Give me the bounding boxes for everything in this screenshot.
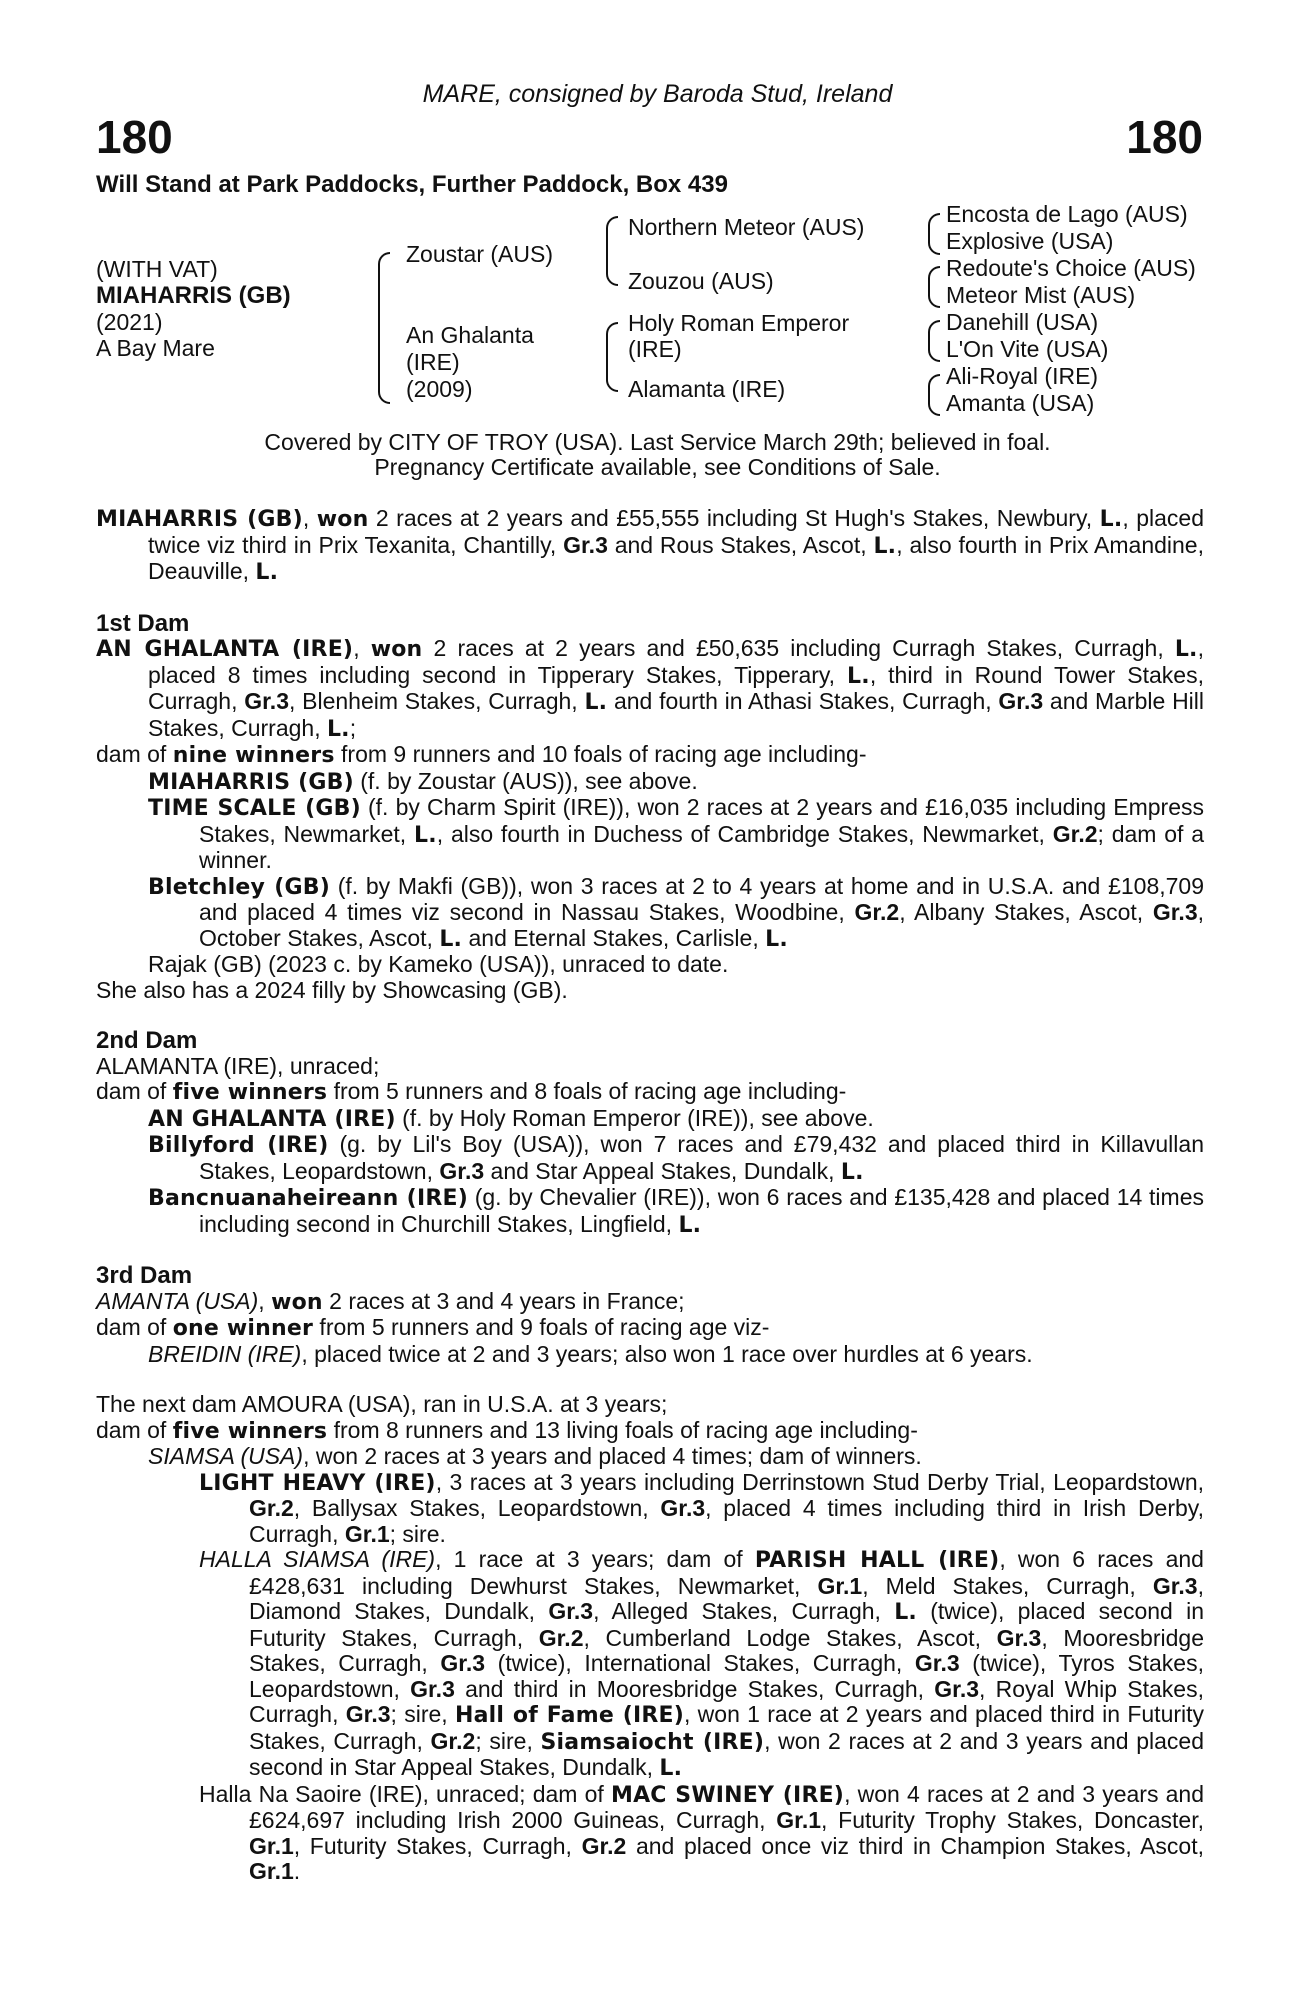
horse-summary: MIAHARRIS (GB), won 2 races at 2 years and £55,555 including St Hugh's Stakes, Newbury, L., placed twice viz third in Prix Texanita, Chantilly, Gr.3 and Rous Stakes, Ascot, L., also fourth in Prix Amandine, Deauville, L. — [96, 505, 1205, 585]
dam-sire-line1: Holy Roman Emperor — [628, 310, 850, 336]
produce-light-heavy: LIGHT HEAVY (IRE), 3 races at 3 years including Derrinstown Stud Derby Trial, Leopardstown, Gr.2, Ballysax Stakes, Leopardstown, Gr.3, placed 4 times including third in Irish Derby, Curragh, Gr.1; sire. — [199, 1468, 1204, 1547]
dam-line2: (IRE) — [406, 349, 460, 375]
horse-name: MIAHARRIS (GB) — [96, 282, 291, 309]
section-first-dam: 1st Dam — [96, 609, 190, 637]
second-dam-record: ALAMANTA (IRE), unraced; — [96, 1052, 380, 1079]
covered-notice — [0, 430, 1315, 480]
pedigree-brace-sire — [606, 216, 618, 286]
produce-bancnuanaheireann: Bancnuanaheireann (IRE) (g. by Chevalier (IRE)), won 6 races and £135,428 and placed 14 times including second in Churchill Stakes, Lingfield, L. — [148, 1184, 1204, 1238]
sire-sire: Northern Meteor (AUS) — [628, 214, 865, 240]
first-dam-produce-summary: dam of nine winners from 9 runners and 10 foals of racing age including- — [96, 741, 867, 768]
produce-breidin: BREIDIN (IRE), placed twice at 2 and 3 years; also won 1 race over hurdles at 6 years. — [148, 1340, 1033, 1367]
consignment-line: MARE, consigned by Baroda Stud, Ireland — [422, 80, 893, 108]
dam-line3: (2009) — [406, 376, 473, 402]
covered-line2: Pregnancy Certificate available, see Conditions of Sale. — [374, 454, 941, 480]
sire: Zoustar (AUS) — [406, 241, 553, 267]
sire-sire-dam: Explosive (USA) — [946, 228, 1114, 254]
horse-year: (2021) — [96, 309, 163, 335]
produce-halla-na-saoire: Halla Na Saoire (IRE), unraced; dam of MAC SWINEY (IRE), won 4 races at 2 and 3 years and £624,697 including Irish 2000 Guineas, Curragh, Gr.1, Futurity Trophy Stakes, Doncaster, Gr.1, Futurity Stakes, Curragh, Gr.2 and placed once viz third in Champion Stakes, Ascot, Gr.1. — [199, 1780, 1205, 1884]
dam-sire-dam: L'On Vite (USA) — [946, 336, 1109, 362]
produce-an-ghalanta: AN GHALANTA (IRE) (f. by Holy Roman Emperor (IRE)), see above. — [148, 1104, 874, 1132]
brace-g3 — [928, 320, 940, 362]
lot-number-left: 180 — [96, 111, 173, 163]
produce-siamsa: SIAMSA (USA), won 2 races at 3 years and placed 4 times; dam of winners. — [148, 1443, 922, 1469]
sire-dam-dam: Meteor Mist (AUS) — [946, 282, 1136, 308]
next-dam-produce-summary: dam of five winners from 8 runners and 13 living foals of racing age including- — [96, 1416, 918, 1444]
pedigree-brace-main — [378, 252, 390, 404]
sire-dam-sire: Redoute's Choice (AUS) — [946, 255, 1196, 281]
horse-description: A Bay Mare — [96, 335, 215, 361]
produce-rajak: Rajak (GB) (2023 c. by Kameko (USA)), unraced to date. — [148, 951, 729, 977]
produce-halla-siamsa: HALLA SIAMSA (IRE), 1 race at 3 years; dam of PARISH HALL (IRE), won 6 races and £428,631 including Dewhurst Stakes, Newmarket, Gr.1, Meld Stakes, Curragh, Gr.3, Diamond Stakes, Dundalk, Gr.3, Alleged Stakes, Curragh, L. (twice), placed second in Futurity Stakes, Curragh, Gr.2, Cumberland Lodge Stakes, Ascot, Gr.3, Mooresbridge Stakes, Curragh, Gr.3 (twice), International Stakes, Curragh, Gr.3 (twice), Tyros Stakes, Leopardstown, Gr.3 and third in Mooresbridge Stakes, Curragh, Gr.3, Royal Whip Stakes, Curragh, Gr.3; sire, Hall of Fame (IRE), won 1 race at 2 years and placed third in Futurity Stakes, Curragh, Gr.2; sire, Siamsaiocht (IRE), won 2 races at 2 and 3 years and placed second in Star Appeal Stakes, Dundalk, L. — [199, 1546, 1205, 1781]
produce-bletchley: Bletchley (GB) (f. by Makfi (GB)), won 3 races at 2 to 4 years at home and in U.S.A. and £108,709 and placed 4 times viz second in Nassau Stakes, Woodbine, Gr.2, Albany Stakes, Ascot, Gr.3, October Stakes, Ascot, L. and Eternal Stakes, Carlisle, L. — [148, 872, 1205, 952]
produce-2024-filly: She also has a 2024 filly by Showcasing (GB). — [96, 976, 568, 1003]
produce-miaharris: MIAHARRIS (GB) (f. by Zoustar (AUS)), see above. — [148, 767, 698, 795]
second-dam-produce-summary: dam of five winners from 5 runners and 8 foals of racing age including- — [96, 1078, 847, 1105]
brace-g4 — [928, 374, 940, 416]
sire-sire-sire: Encosta de Lago (AUS) — [946, 201, 1188, 227]
dam-dam-sire: Ali-Royal (IRE) — [946, 363, 1099, 389]
dam-sire-line2: (IRE) — [628, 336, 682, 362]
dam-line1: An Ghalanta — [406, 322, 534, 348]
sire-dam: Zouzou (AUS) — [628, 268, 774, 294]
dam-dam: Alamanta (IRE) — [628, 376, 786, 402]
third-dam-produce-summary: dam of one winner from 5 runners and 9 foals of racing age viz- — [96, 1314, 770, 1341]
next-dam-record: The next dam AMOURA (USA), ran in U.S.A. at 3 years; — [96, 1391, 668, 1417]
vat-label: (WITH VAT) — [96, 256, 218, 282]
dam-sire-sire: Danehill (USA) — [946, 309, 1099, 335]
covered-line1: Covered by CITY OF TROY (USA). Last Service March 29th; believed in foal. — [264, 429, 1051, 455]
produce-billyford: Billyford (IRE) (g. by Lil's Boy (USA)), won 7 races and £79,432 and placed third in Killavullan Stakes, Leopardstown, Gr.3 and Star Appeal Stakes, Dundalk, L. — [148, 1131, 1204, 1185]
section-second-dam: 2nd Dam — [96, 1027, 198, 1054]
produce-time-scale: TIME SCALE (GB) (f. by Charm Spirit (IRE)), won 2 races at 2 years and £16,035 including Empress Stakes, Newmarket, L., also fourth in Duchess of Cambridge Stakes, Newmarket, Gr.2; dam of a winner. — [148, 794, 1204, 873]
pedigree-brace-dam — [606, 322, 618, 392]
catalogue-body — [96, 506, 1204, 1885]
dam-dam-dam: Amanta (USA) — [946, 390, 1095, 416]
first-dam-record: AN GHALANTA (IRE), won 2 races at 2 years and £50,635 including Curragh Stakes, Curragh, L., placed 8 times including second in Tipperary Stakes, Tipperary, L., third in Round Tower Stakes, Curragh, Gr.3, Blenheim Stakes, Curragh, L. and fourth in Athasi Stakes, Curragh, Gr.3 and Marble Hill Stakes, Curragh, L.; — [96, 635, 1205, 742]
third-dam-record: AMANTA (USA), won 2 races at 3 and 4 years in France; — [96, 1287, 685, 1315]
brace-g2 — [928, 266, 940, 308]
lot-number-right: 180 — [1126, 111, 1203, 163]
section-third-dam: 3rd Dam — [96, 1262, 193, 1289]
brace-g1 — [928, 213, 940, 255]
stand-location: Will Stand at Park Paddocks, Further Paddock, Box 439 — [96, 171, 728, 198]
